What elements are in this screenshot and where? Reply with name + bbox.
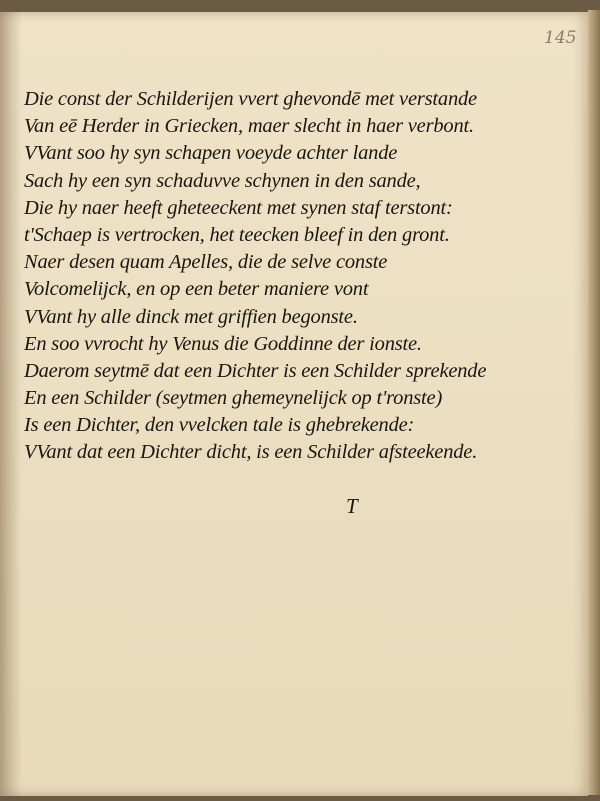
page-edge bbox=[588, 10, 600, 795]
poem-line: VVant dat een Dichter dicht, is een Schilder afsteekende. bbox=[24, 441, 478, 464]
page-number: 145 bbox=[544, 28, 577, 48]
poem-line: Van eē Herder in Griecken, maer slecht in haer verbont. bbox=[24, 115, 474, 138]
poem-line: Is een Dichter, den vvelcken tale is ghebrekende: bbox=[24, 414, 415, 437]
poem-line: En soo vvrocht hy Venus die Goddinne der ionste. bbox=[24, 332, 422, 355]
poem-line: VVant hy alle dinck met griffien begonste. bbox=[24, 305, 358, 328]
spine-shadow bbox=[0, 12, 22, 796]
catchword: T bbox=[346, 494, 358, 518]
poem-line: Die const der Schilderijen vvert ghevondē met verstande bbox=[24, 88, 477, 110]
poem-line: Sach hy een syn schaduvve schynen in den sande, bbox=[24, 169, 421, 192]
poem-line: Naer desen quam Apelles, die de selve conste bbox=[24, 251, 388, 274]
poem-text bbox=[24, 86, 554, 467]
poem-line: Daerom seytmē dat een Dichter is een Schilder sprekende bbox=[24, 359, 487, 382]
poem-line: Volcomelijck, en op een beter maniere vont bbox=[24, 278, 369, 301]
poem-line: Die hy naer heeft gheteeckent met synen staf terstont: bbox=[24, 196, 453, 219]
poem-line: En een Schilder (seytmen ghemeynelijck op t'ronste) bbox=[24, 387, 443, 410]
poem-line: t'Schaep is vertrocken, het teecken bleef in den gront. bbox=[24, 223, 450, 246]
poem-line: VVant soo hy syn schapen voeyde achter lande bbox=[24, 142, 398, 165]
